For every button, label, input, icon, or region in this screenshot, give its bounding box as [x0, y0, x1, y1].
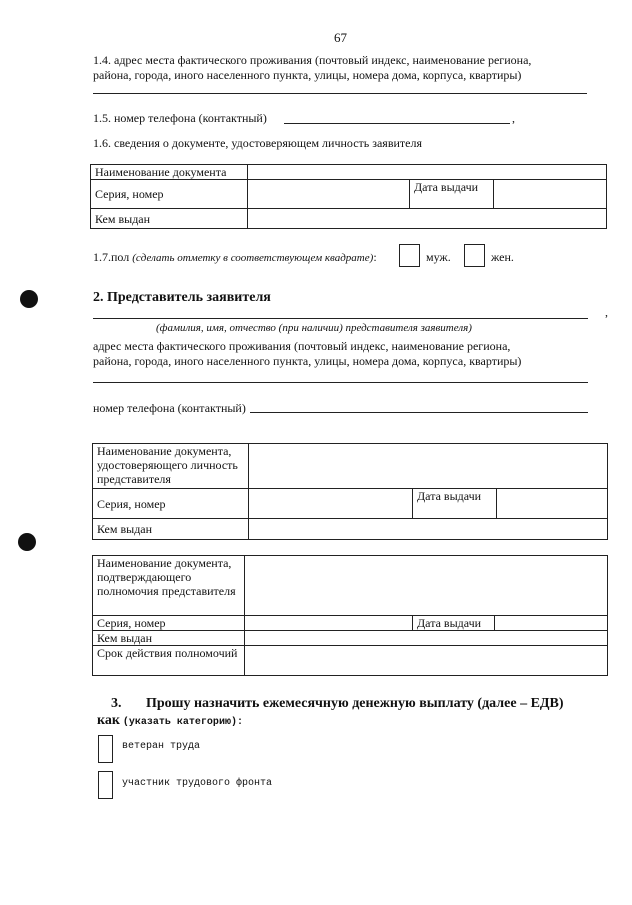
- section-3-hint: (указать категорию):: [122, 717, 243, 728]
- female-checkbox[interactable]: [464, 244, 485, 267]
- section-1-7-colon: :: [373, 250, 377, 264]
- auth-issued-by-label: Кем выдан: [93, 631, 245, 646]
- issued-by-cell[interactable]: [248, 209, 607, 229]
- applicant-document-table: [90, 164, 607, 229]
- rep-issued-by-label: Кем выдан: [93, 519, 249, 540]
- auth-issue-date-cell[interactable]: [495, 616, 608, 631]
- auth-series-cell[interactable]: [245, 616, 413, 631]
- section-1-5-label: 1.5. номер телефона (контактный): [93, 111, 267, 125]
- rep-issue-date-cell[interactable]: [497, 489, 608, 519]
- option-labor-front-checkbox[interactable]: [98, 771, 113, 799]
- address-field-line[interactable]: [93, 93, 587, 94]
- female-label: жен.: [491, 250, 514, 264]
- doc-name-label: Наименование документа: [91, 165, 248, 180]
- rep-doc-name-cell[interactable]: [249, 444, 608, 489]
- rep-issued-by-cell[interactable]: [249, 519, 608, 540]
- punch-hole-bottom: [18, 533, 36, 551]
- authority-document-table: [92, 555, 608, 676]
- rep-phone-label: номер телефона (контактный): [93, 401, 246, 415]
- section-2-heading: 2. Представитель заявителя: [93, 290, 271, 305]
- rep-issue-date-label: Дата выдачи: [413, 489, 497, 519]
- punch-hole-top: [20, 290, 38, 308]
- section-1-4-line1: 1.4. адрес места фактического проживания (почтовый индекс, наименование региона,: [93, 53, 532, 67]
- option-labor-veteran-label: ветеран труда: [122, 741, 201, 752]
- section-3-kak-line: [97, 713, 243, 730]
- doc-name-cell[interactable]: [248, 165, 607, 180]
- representative-name-comma: ,: [605, 305, 608, 319]
- auth-doc-name-cell[interactable]: [245, 556, 608, 616]
- male-label: муж.: [426, 250, 451, 264]
- fio-hint: (фамилия, имя, отчество (при наличии) представителя заявителя): [156, 322, 472, 334]
- option-labor-veteran-checkbox[interactable]: [98, 735, 113, 763]
- rep-address-line1: адрес места фактического проживания (почтовый индекс, наименование региона,: [93, 339, 511, 353]
- rep-address-field-line[interactable]: [93, 382, 588, 383]
- section-1-7-label: [93, 250, 377, 266]
- section-3-number: 3.: [111, 696, 122, 711]
- issue-date-cell[interactable]: [494, 180, 607, 209]
- section-1-7-prefix: 1.7.пол: [93, 250, 133, 264]
- section-3-title: Прошу назначить ежемесячную денежную выплату (далее – ЕДВ): [146, 696, 564, 711]
- rep-series-label: Серия, номер: [93, 489, 249, 519]
- section-3-kak: как: [97, 713, 120, 728]
- issued-by-label: Кем выдан: [91, 209, 248, 229]
- rep-phone-field-line[interactable]: [250, 412, 588, 413]
- auth-issued-by-cell[interactable]: [245, 631, 608, 646]
- section-1-4-line2: района, города, иного населенного пункта, улицы, номера дома, корпуса, квартиры): [93, 68, 522, 82]
- rep-address-line2: района, города, иного населенного пункта, улицы, номера дома, корпуса, квартиры): [93, 354, 522, 368]
- page-number: 67: [334, 30, 347, 45]
- phone-trailing-comma: ,: [512, 111, 515, 125]
- series-cell[interactable]: [248, 180, 410, 209]
- phone-field-line[interactable]: [284, 123, 510, 124]
- rep-doc-name-label: Наименование документа, удостоверяющего личность представителя: [93, 444, 249, 489]
- representative-document-table: [92, 443, 608, 540]
- auth-series-label: Серия, номер: [93, 616, 245, 631]
- section-1-6-label: 1.6. сведения о документе, удостоверяющем личность заявителя: [93, 136, 422, 150]
- series-label: Серия, номер: [91, 180, 248, 209]
- issue-date-label: Дата выдачи: [410, 180, 494, 209]
- option-labor-front-label: участник трудового фронта: [122, 778, 273, 789]
- section-1-7-hint: (сделать отметку в соответствующем квадрате): [132, 252, 374, 264]
- auth-validity-label: Срок действия полномочий: [93, 646, 245, 676]
- auth-issue-date-label: Дата выдачи: [413, 616, 495, 631]
- auth-validity-cell[interactable]: [245, 646, 608, 676]
- auth-doc-name-label: Наименование документа, подтверждающего полномочия представителя: [93, 556, 245, 616]
- rep-series-cell[interactable]: [249, 489, 413, 519]
- representative-name-line[interactable]: [93, 318, 588, 319]
- male-checkbox[interactable]: [399, 244, 420, 267]
